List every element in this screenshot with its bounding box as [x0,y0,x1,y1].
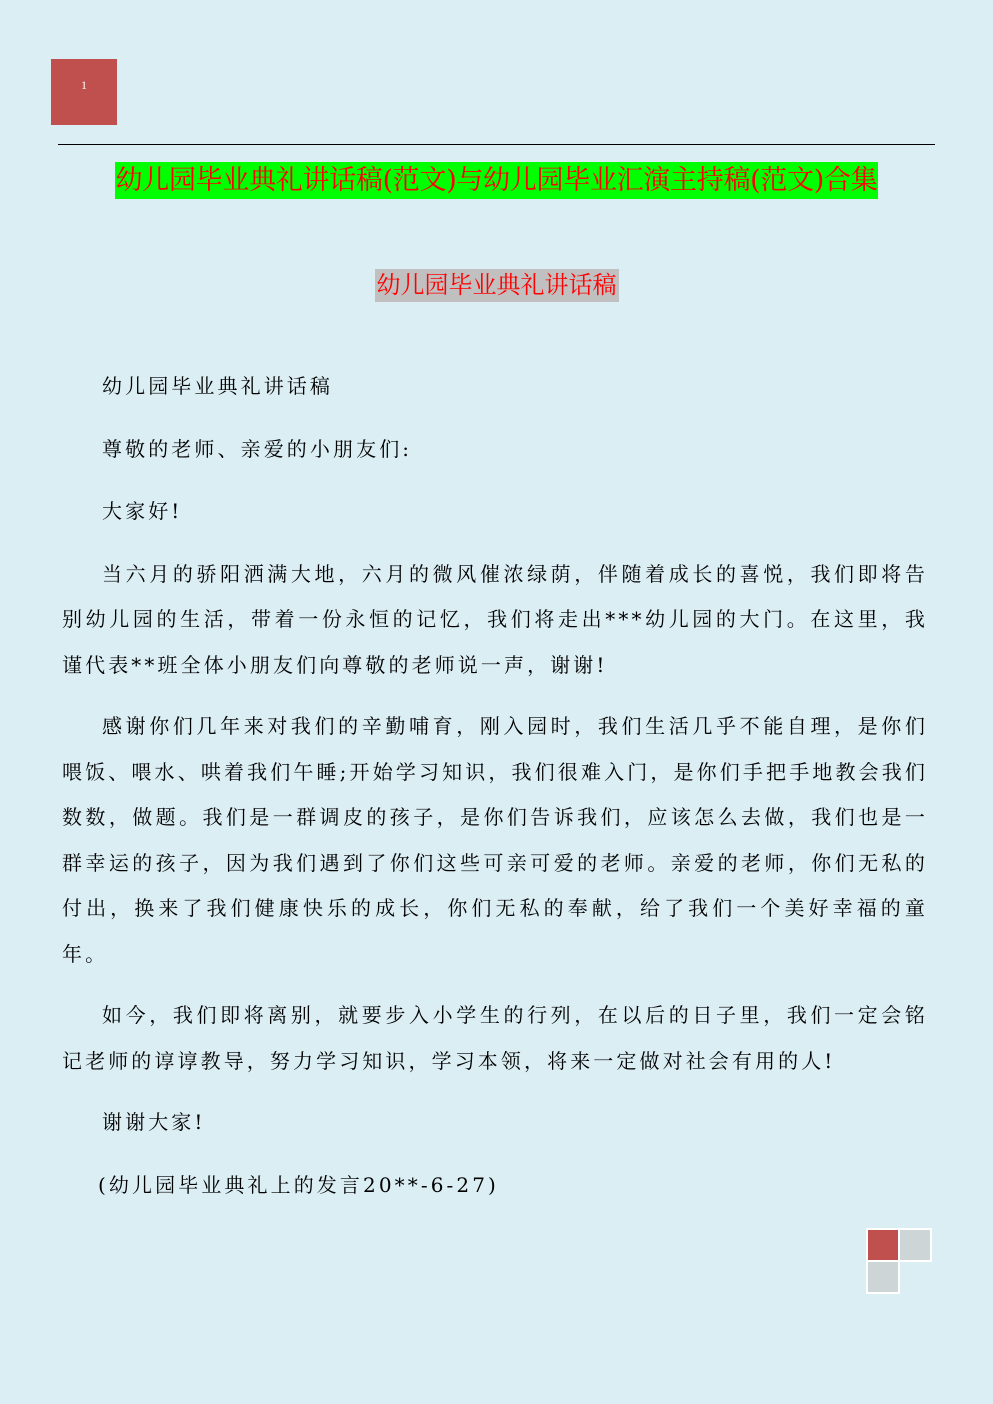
page-number-badge: 1 [51,59,117,125]
document-title-container [0,162,993,199]
salutation: 尊敬的老师、亲爱的小朋友们: [102,436,413,461]
deco-square-grey [866,1260,900,1294]
closing-thanks: 谢谢大家! [102,1110,206,1134]
corner-decoration [866,1228,933,1293]
greeting: 大家好! [102,499,183,523]
paragraph-farewell: 当六月的骄阳洒满大地，六月的微风催浓绿荫，伴随着成长的喜悦，我们即将告别幼儿园的生活，带着一份永恒的记忆，我们将走出***幼儿园的大门。在这里，我谨代表**班全体小朋友们向尊敬的老师说一声，谢谢! [62,561,928,677]
section-title-container [0,269,993,302]
document-title: 幼儿园毕业典礼讲话稿(范文)与幼儿园毕业汇演主持稿(范文)合集 [115,162,879,199]
paragraph-future: 如今，我们即将离别，就要步入小学生的行列，在以后的日子里，我们一定会铭记老师的谆谆教导，努力学习知识，学习本领，将来一定做对社会有用的人! [62,1003,928,1073]
speech-heading: 幼儿园毕业典礼讲话稿 [102,374,333,398]
deco-square-grey [898,1228,932,1262]
deco-square-red [866,1228,900,1262]
paragraph-gratitude: 感谢你们几年来对我们的辛勤哺育，刚入园时，我们生活几乎不能自理，是你们喂饭、喂水、哄着我们午睡;开始学习知识，我们很难入门，是你们手把手地教会我们数数，做题。我们是一群调皮的孩子，是你们告诉我们，应该怎么去做，我们也是一群幸运的孩子，因为我们遇到了你们这些可亲可爱的老师。亲爱的老师，你们无私的付出，换来了我们健康快乐的成长，你们无私的奉献，给了我们一个美好幸福的童年。 [62,714,928,966]
section-title: 幼儿园毕业典礼讲话稿 [375,269,619,302]
speech-note: (幼儿园毕业典礼上的发言20**-6-27) [98,1172,499,1197]
speech-body [62,364,928,1208]
header-divider [58,144,935,145]
